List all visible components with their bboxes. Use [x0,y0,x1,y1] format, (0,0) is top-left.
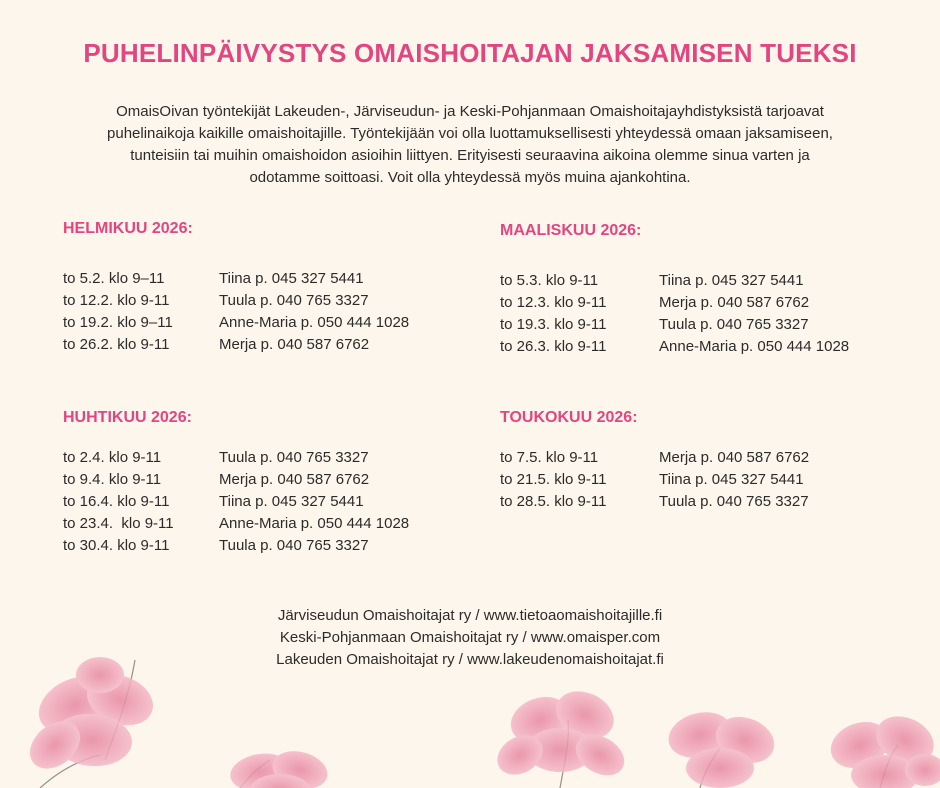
schedule-date: to 2.4. klo 9-11 [63,449,162,466]
schedule-row [500,447,900,469]
schedule-contact: Tuula p. 040 765 3327 [659,316,809,333]
schedule-date: to 9.4. klo 9-11 [63,471,162,488]
schedule-contact: Tiina p. 045 327 5441 [659,272,804,289]
schedule-date: to 19.3. klo 9-11 [500,316,607,333]
schedule-row [500,292,900,314]
intro-text [50,101,890,189]
heading-february: HELMIKUU 2026: [63,220,193,237]
schedule-contact: Tuula p. 040 765 3327 [219,537,369,554]
footer-line: Keski-Pohjanmaan Omaishoitajat ry / www.omaisper.com [279,629,661,646]
intro-line: puhelinaikoja kaikille omaishoitajille. Työntekijään voi olla luottamuksellisesti yhteydessä omaan jaksamiseen, [107,125,833,142]
schedule-date: to 23.4. klo 9-11 [63,515,174,532]
footer-organizations [0,605,940,671]
schedule-contact: Tiina p. 045 327 5441 [659,471,804,488]
schedule-date: to 26.3. klo 9-11 [500,338,607,355]
schedule-row [500,469,900,491]
schedule-row [500,270,900,292]
schedule-contact: Tuula p. 040 765 3327 [219,292,369,309]
schedule-contact: Tuula p. 040 765 3327 [219,449,369,466]
schedule-contact: Tuula p. 040 765 3327 [659,493,809,510]
schedule-contact: Tiina p. 045 327 5441 [219,270,364,287]
intro-line: OmaisOivan työntekijät Lakeuden-, Järviseudun- ja Keski-Pohjanmaan Omaishoitajayhdistyksistä tarjoavat [116,103,824,120]
schedule-contact: Merja p. 040 587 6762 [219,471,370,488]
heading-march: MAALISKUU 2026: [500,222,642,239]
schedule-date: to 21.5. klo 9-11 [500,471,607,488]
schedule-row [63,312,463,334]
schedule-row [500,491,900,513]
schedule-row [63,513,463,535]
heading-april: HUHTIKUU 2026: [63,409,192,426]
schedule-date: to 5.3. klo 9-11 [500,272,599,289]
schedule-row [63,535,463,557]
schedule-date: to 12.2. klo 9-11 [63,292,170,309]
schedule-row [500,336,900,358]
schedule-date: to 30.4. klo 9-11 [63,537,170,554]
footer-line: Lakeuden Omaishoitajat ry / www.lakeudenomaishoitajat.fi [276,651,664,668]
schedule-date: to 28.5. klo 9-11 [500,493,607,510]
schedule-march [500,270,900,358]
schedule-contact: Anne-Maria p. 050 444 1028 [659,338,850,355]
schedule-date: to 26.2. klo 9-11 [63,336,170,353]
intro-line: tunteisiin tai muihin omaishoidon asioihin liittyen. Erityisesti seuraavina aikoina olemme sinua varten ja [130,147,810,164]
schedule-date: to 16.4. klo 9-11 [63,493,170,510]
schedule-row [63,469,463,491]
schedule-date: to 12.3. klo 9-11 [500,294,607,311]
schedule-contact: Merja p. 040 587 6762 [659,294,810,311]
schedule-contact: Anne-Maria p. 050 444 1028 [219,314,410,331]
schedule-contact: Anne-Maria p. 050 444 1028 [219,515,410,532]
page-title: PUHELINPÄIVYSTYS OMAISHOITAJAN JAKSAMISEN TUEKSI [83,38,857,68]
schedule-row [63,290,463,312]
schedule-date: to 19.2. klo 9–11 [63,314,173,331]
schedule-april [63,447,463,557]
schedule-may [500,447,900,513]
intro-line: odotamme soittoasi. Voit olla yhteydessä myös muina ajankohtina. [249,169,691,186]
footer-line: Järviseudun Omaishoitajat ry / www.tietoaomaishoitajille.fi [277,607,663,624]
schedule-contact: Merja p. 040 587 6762 [219,336,370,353]
schedule-date: to 5.2. klo 9–11 [63,270,165,287]
schedule-row [63,334,463,356]
schedule-february [63,268,463,356]
schedule-row [500,314,900,336]
schedule-row [63,268,463,290]
schedule-row [63,491,463,513]
schedule-contact: Merja p. 040 587 6762 [659,449,810,466]
heading-may: TOUKOKUU 2026: [500,409,638,426]
schedule-contact: Tiina p. 045 327 5441 [219,493,364,510]
schedule-date: to 7.5. klo 9-11 [500,449,599,466]
schedule-row [63,447,463,469]
